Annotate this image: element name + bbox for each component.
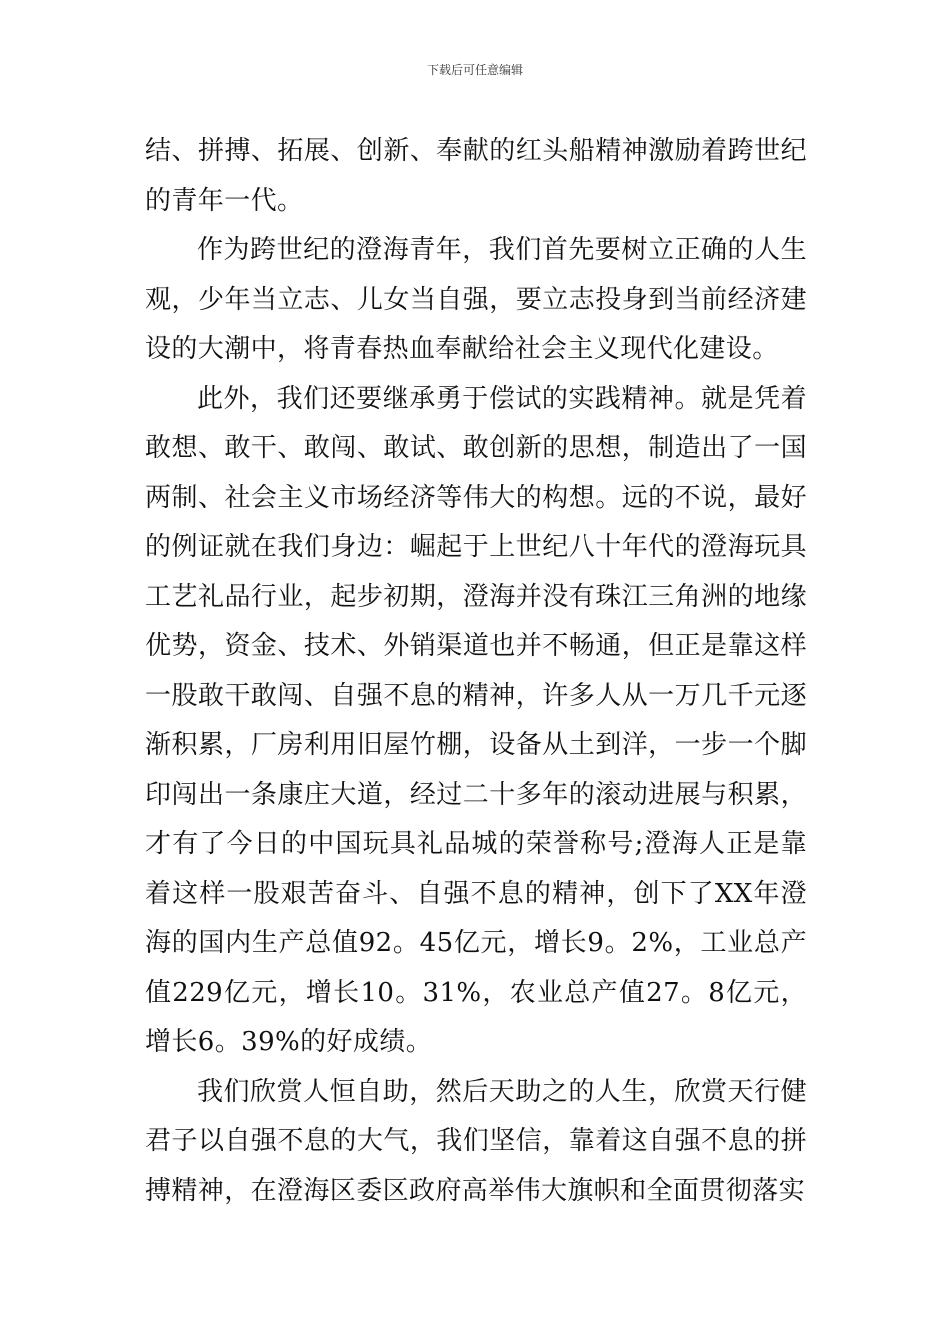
paragraph-self-reliance: 我们欣赏人恒自助，然后天助之的人生，欣赏天行健君子以自强不息的大气，我们坚信，靠着这自强不息的拼搏精神，在澄海区委区政府高举伟大旗帜和全面贯彻落实: [145, 1076, 807, 1206]
paragraph-practice-spirit: 此外，我们还要继承勇于偿试的实践精神。就是凭着敢想、敢干、敢闯、敢试、敢创新的思想，制造出了一国两制、社会主义市场经济等伟大的构想。远的不说，最好的例证就在我们身边：崛起于上世纪八十年代的澄海玩具工艺礼品行业，起步初期，澄海并没有珠江三角洲的地缘优势，资金、技术、外销渠道也并不畅通，但正是靠这样一股敢干敢闯、自强不息的精神，许多人从一万几千元逐渐积累，厂房利用旧屋竹棚，设备从土到洋，一步一个脚印闯出一条康庄大道，经过二十多年的滚动进展与积累，才有了今日的中国玩具礼品城的荣誉称号;澄海人正是靠着这样一股艰苦奋斗、自强不息的精神，创下了XX年澄海的国内生产总值92。45亿元，增长9。2%，工业总产值229亿元，增长10。31%，农业总产值27。8亿元，增长6。39%的好成绩。: [145, 383, 807, 1057]
paragraph-continuation: 结、拼搏、拓展、创新、奉献的红头船精神激励着跨世纪的青年一代。: [145, 136, 807, 216]
paragraph-outlook: 作为跨世纪的澄海青年，我们首先要树立正确的人生观，少年当立志、儿女当自强，要立志投身到当前经济建设的大潮中，将青春热血奉献给社会主义现代化建设。: [145, 235, 807, 364]
document-body: [145, 127, 807, 1216]
page-header: 下载后可任意编辑: [426, 63, 523, 77]
